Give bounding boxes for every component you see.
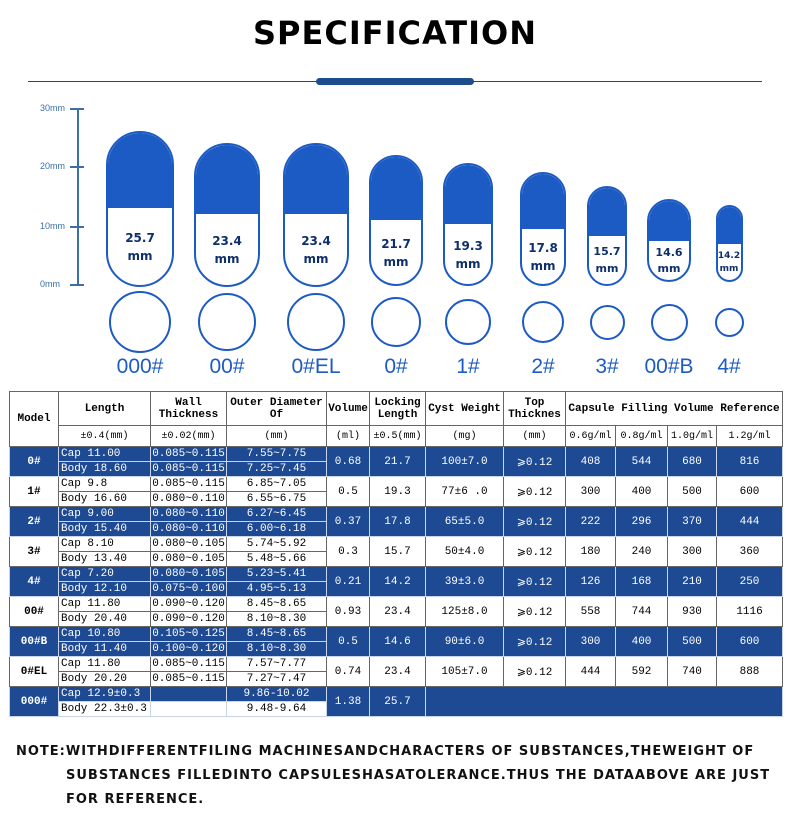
locking-length-cell: 23.4 [370,657,426,687]
model-cell: 4# [10,567,59,597]
capsule-length: 23.4 [212,234,242,249]
volume-cell: 0.3 [327,537,370,567]
body-length-cell: Body 18.60 [59,462,151,477]
filling-cell: 180 [566,537,616,567]
capsule-icon [520,172,566,286]
table-row [10,687,783,702]
locking-length-cell: 19.3 [370,477,426,507]
body-outer-diameter-cell: 7.27~7.47 [227,672,327,687]
cap-length-cell: Cap 11.80 [59,597,151,612]
capsule-unit: mm [595,261,619,275]
capsule-icon [369,155,423,286]
cap-wall-cell: 0.080~0.105 [152,538,225,550]
cyst-weight-cell: 125±8.0 [426,597,504,627]
body-outer-diameter-cell: 6.00~6.18 [227,522,327,537]
capsule-length: 15.7 [593,245,621,259]
filling-cell: 500 [668,627,717,657]
cap-outer-diameter-cell: 7.55~7.75 [227,447,327,462]
body-wall-cell: 0.100~0.120 [152,643,225,655]
filling-cell: 296 [616,507,668,537]
filling-cell: 600 [717,477,783,507]
top-thickness-cell: ⩾0.12 [504,537,566,567]
cyst-weight-cell: 90±6.0 [426,627,504,657]
unit-volume: (ml) [327,426,370,447]
filling-cell: 558 [566,597,616,627]
unit-wall: ±0.02(mm) [151,426,227,447]
capsule-unit: mm [657,262,681,276]
locking-length-cell: 15.7 [370,537,426,567]
header-length: Length [59,392,151,426]
body-outer-diameter-cell: 8.10~8.30 [227,612,327,627]
unit-locking: ±0.5(mm) [370,426,426,447]
header-wall-thickness: Wall Thickness [151,392,227,426]
body-length-cell: Body 16.60 [59,492,151,507]
unit-density-1: 0.6g/ml [566,426,616,447]
footnote-line: SUBSTANCES FILLEDINTO CAPSULESHASATOLERANCE.THUS THE DATAABOVE ARE JUST [66,768,771,783]
capsule-unit: mm [303,252,329,267]
top-thickness-cell: ⩾0.12 [504,447,566,477]
body-outer-diameter-cell: 8.10~8.30 [227,642,327,657]
filling-cell: 592 [616,657,668,687]
cap-wall-cell: 0.085~0.115 [152,658,225,670]
model-cell: 00# [10,597,59,627]
table-row [10,567,783,582]
header-top-thickness: Top Thicknes [504,392,566,426]
cyst-weight-cell: 39±3.0 [426,567,504,597]
filling-cell: 1116 [717,597,783,627]
locking-length-cell: 14.6 [370,627,426,657]
capsule-unit: mm [455,256,481,271]
body-wall-cell: 0.075~0.100 [152,583,225,595]
body-wall-cell [151,702,227,717]
filling-cell: 740 [668,657,717,687]
filling-cell: 680 [668,447,717,477]
model-cell: 3# [10,537,59,567]
capsule-cross-section [715,308,744,337]
unit-outer: (mm) [227,426,327,447]
cap-length-cell: Cap 12.9±0.3 [59,687,151,702]
top-thickness-cell: ⩾0.12 [504,507,566,537]
footnote [16,740,786,812]
body-outer-diameter-cell: 9.48-9.64 [227,702,327,717]
volume-cell: 0.37 [327,507,370,537]
capsule-size-label: 2# [531,355,555,378]
filling-cell: 444 [717,507,783,537]
header-cyst-weight: Cyst Weight [426,392,504,426]
cap-outer-diameter-cell: 8.45~8.65 [227,597,327,612]
capsule-length: 25.7 [125,231,155,246]
cap-length-cell: Cap 10.80 [59,627,151,642]
capsule-cross-section [287,293,345,351]
body-wall-cell: 0.080~0.105 [152,553,225,565]
model-cell: 1# [10,477,59,507]
body-length-cell: Body 11.40 [59,642,151,657]
model-cell: 000# [10,687,59,717]
unit-density-2: 0.8g/ml [616,426,668,447]
volume-cell: 0.68 [327,447,370,477]
body-length-cell: Body 15.40 [59,522,151,537]
capsule-cross-section [445,299,491,345]
table-row [10,627,783,642]
header-locking-length: Locking Length [370,392,426,426]
cap-outer-diameter-cell: 9.86-10.02 [227,687,327,702]
capsule-size-label: 4# [717,355,741,378]
capsule-icon [647,199,691,282]
filling-cell: 300 [566,477,616,507]
cap-wall-cell: 0.105~0.125 [152,628,225,640]
locking-length-cell: 14.2 [370,567,426,597]
header-outer-diameter: Outer Diameter Of [227,392,327,426]
scale-label: 10mm [40,221,66,231]
body-length-cell: Body 12.10 [59,582,151,597]
cyst-weight-cell: 105±7.0 [426,657,504,687]
locking-length-cell: 23.4 [370,597,426,627]
body-length-cell: Body 13.40 [59,552,151,567]
capsule-size-label: 0# [384,355,408,378]
filling-cell: 360 [717,537,783,567]
capsule-size-label: 00# [209,355,245,378]
cyst-weight-cell: 77±6 .0 [426,477,504,507]
capsule-size-label: 3# [595,355,619,378]
filling-cell: 126 [566,567,616,597]
capsule-cross-section [651,304,688,341]
filling-cell: 250 [717,567,783,597]
capsule-cross-section [371,297,421,347]
cap-length-cell: Cap 8.10 [59,537,151,552]
top-thickness-cell: ⩾0.12 [504,597,566,627]
filling-cell: 240 [616,537,668,567]
cyst-weight-cell: 50±4.0 [426,537,504,567]
capsule-cross-section [109,291,171,353]
body-wall-cell: 0.080~0.110 [152,523,225,535]
filling-cell: 444 [566,657,616,687]
cap-outer-diameter-cell: 6.85~7.05 [227,477,327,492]
model-cell: 0# [10,447,59,477]
table-row [10,507,783,522]
capsule-icon [716,205,743,282]
top-thickness-cell: ⩾0.12 [504,627,566,657]
footnote-line: FOR REFERENCE. [66,792,205,807]
filling-cell: 600 [717,627,783,657]
spec-table [9,391,783,717]
scale-label: 30mm [40,103,66,113]
capsule-length: 23.4 [301,234,331,249]
capsule-unit: mm [719,264,739,275]
filling-cell: 816 [717,447,783,477]
table-row [10,477,783,492]
cap-wall-cell: 0.085~0.115 [152,478,225,490]
locking-length-cell: 25.7 [370,687,426,717]
header-model: Model [10,392,59,447]
capsule-size-label: 000# [116,355,164,378]
top-thickness-cell: ⩾0.12 [504,657,566,687]
capsule-icon [194,143,260,287]
volume-cell: 0.21 [327,567,370,597]
cap-wall-cell: 0.090~0.120 [152,598,225,610]
body-outer-diameter-cell: 4.95~5.13 [227,582,327,597]
filling-cell: 300 [566,627,616,657]
capsule-cross-section [522,301,564,343]
body-wall-cell: 0.085~0.115 [152,673,225,685]
volume-cell: 1.38 [327,687,370,717]
cap-length-cell: Cap 9.00 [59,507,151,522]
cap-outer-diameter-cell: 6.27~6.45 [227,507,327,522]
capsule-cross-section [198,293,256,351]
cap-outer-diameter-cell: 7.57~7.77 [227,657,327,672]
blank-cell [426,687,783,717]
capsule-length: 19.3 [453,238,483,253]
cap-length-cell: Cap 11.00 [59,447,151,462]
capsule-icon [587,186,627,286]
cap-wall-cell [151,687,227,702]
capsule-unit: mm [127,249,153,264]
capsule-length: 14.6 [655,245,683,259]
capsule-unit: mm [214,252,240,267]
page-title: SPECIFICATION [253,14,537,52]
filling-cell: 222 [566,507,616,537]
locking-length-cell: 17.8 [370,507,426,537]
body-wall-cell: 0.090~0.120 [152,613,225,625]
cyst-weight-cell: 100±7.0 [426,447,504,477]
model-cell: 0#EL [10,657,59,687]
model-cell: 00#B [10,627,59,657]
cap-length-cell: Cap 7.20 [59,567,151,582]
body-outer-diameter-cell: 7.25~7.45 [227,462,327,477]
filling-cell: 400 [616,627,668,657]
header-filling-volume: Capsule Filling Volume Reference [566,392,783,426]
unit-density-4: 1.2g/ml [717,426,783,447]
scale-axis [77,108,79,286]
filling-cell: 408 [566,447,616,477]
cap-wall-cell: 0.080~0.105 [152,568,225,580]
body-length-cell: Body 20.20 [59,672,151,687]
body-length-cell: Body 22.3±0.3 [59,702,151,717]
cap-outer-diameter-cell: 5.74~5.92 [227,537,327,552]
capsule-length: 14.2 [717,250,741,261]
capsule-size-label: 0#EL [291,355,341,378]
table-row [10,537,783,552]
capsule-length: 17.8 [528,241,558,256]
volume-cell: 0.5 [327,477,370,507]
cyst-weight-cell: 65±5.0 [426,507,504,537]
cap-outer-diameter-cell: 8.45~8.65 [227,627,327,642]
locking-length-cell: 21.7 [370,447,426,477]
capsule-unit: mm [530,259,556,274]
scale-label: 20mm [40,161,66,171]
top-thickness-cell: ⩾0.12 [504,567,566,597]
body-length-cell: Body 20.40 [59,612,151,627]
unit-cyst: (mg) [426,426,504,447]
header-volume: Volume [327,392,370,426]
capsule-size-label: 00#B [644,355,694,378]
body-wall-cell: 0.080~0.110 [152,493,225,505]
capsule-size-label: 1# [456,355,480,378]
cap-length-cell: Cap 11.80 [59,657,151,672]
unit-length: ±0.4(mm) [59,426,151,447]
filling-cell: 370 [668,507,717,537]
table-row [10,447,783,462]
cap-outer-diameter-cell: 5.23~5.41 [227,567,327,582]
volume-cell: 0.74 [327,657,370,687]
table-row [10,657,783,672]
filling-cell: 744 [616,597,668,627]
filling-cell: 300 [668,537,717,567]
volume-cell: 0.5 [327,627,370,657]
capsule-icon [283,143,349,287]
model-cell: 2# [10,507,59,537]
capsule-unit: mm [383,254,409,269]
cap-wall-cell: 0.085~0.115 [152,448,225,460]
capsule-length: 21.7 [381,236,411,251]
capsule-icon [106,131,174,287]
body-outer-diameter-cell: 5.48~5.66 [227,552,327,567]
filling-cell: 544 [616,447,668,477]
scale-label: 0mm [40,279,60,289]
filling-cell: 210 [668,567,717,597]
footnote-line: NOTE:WITHDIFFERENTFILING MACHINESANDCHARACTERS OF SUBSTANCES,THEWEIGHT OF [16,744,755,759]
body-outer-diameter-cell: 6.55~6.75 [227,492,327,507]
filling-cell: 888 [717,657,783,687]
volume-cell: 0.93 [327,597,370,627]
filling-cell: 930 [668,597,717,627]
unit-top: (mm) [504,426,566,447]
cap-length-cell: Cap 9.8 [59,477,151,492]
filling-cell: 168 [616,567,668,597]
cap-wall-cell: 0.080~0.110 [152,508,225,520]
top-thickness-cell: ⩾0.12 [504,477,566,507]
capsule-cross-section [590,305,625,340]
table-row [10,597,783,612]
title-divider-accent [316,78,474,85]
capsule-icon [443,163,493,286]
filling-cell: 500 [668,477,717,507]
unit-density-3: 1.0g/ml [668,426,717,447]
body-wall-cell: 0.085~0.115 [152,463,225,475]
filling-cell: 400 [616,477,668,507]
